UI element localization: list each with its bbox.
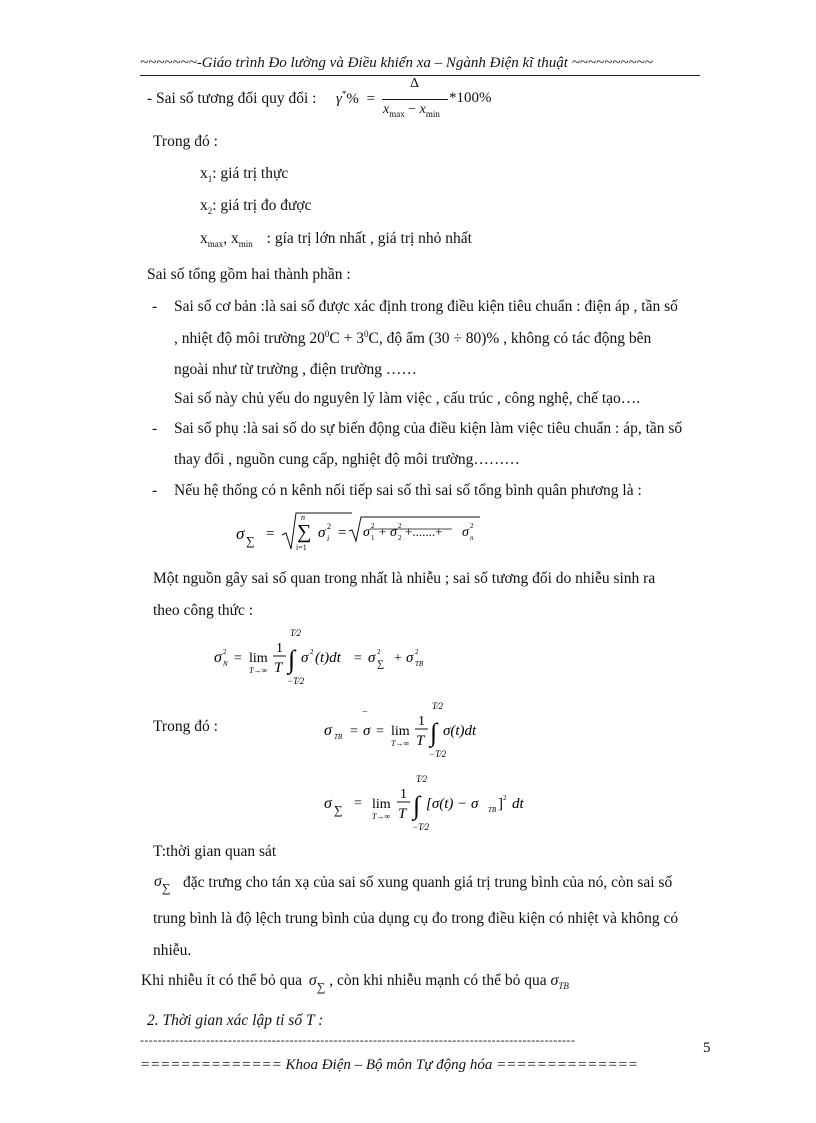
reduced-error-formula: γ*% = — [336, 89, 376, 107]
rms-e3: σ — [462, 525, 469, 540]
noise-lhs-sub: N — [223, 660, 228, 668]
reduced-error-denominator: $x_{max} - x_{min}$ — [383, 102, 440, 119]
reduced-error-numerator: Δ — [410, 76, 420, 91]
rms-sum-bot: i=1 — [296, 543, 307, 552]
tb-eq: = — [350, 724, 358, 739]
rms-e1-sup: 2 — [371, 522, 375, 530]
noise-int-top: T⁄2 — [290, 628, 302, 638]
noise-lim-sub: T→∞ — [249, 666, 268, 675]
noise-para-line-2: theo công thức : — [153, 602, 254, 619]
rms-plus1: + — [379, 524, 387, 539]
formula-noise — [208, 624, 468, 692]
noise-r2: σ — [406, 650, 414, 666]
sigma-para-line-1: đặc trưng cho tán xạ của sai số xung quanh giá trị trung bình của nó, còn sai số — [183, 874, 673, 891]
noise-eq: = — [234, 651, 242, 666]
noise-body-sup: 2 — [310, 648, 314, 656]
noise-arg: (t)dt — [315, 650, 341, 666]
where-label-2: Trong đó : — [153, 718, 218, 735]
tb-bar-sigma: σ — [363, 723, 371, 739]
ss-T: T — [398, 806, 407, 822]
ss-close: ] — [498, 796, 503, 812]
rms-e2-sup: 2 — [398, 522, 402, 530]
noise-body: σ — [301, 650, 309, 666]
bullet-dash-1: - — [152, 298, 158, 315]
bullet-1-line-3: ngoài như từ trường , điện trường …… — [174, 361, 417, 378]
noise-para-line-1: Một nguồn gây sai số quan trong nhất là nhiễu ; sai số tương đối do nhiễu sinh ra — [153, 570, 656, 587]
formula-tb — [320, 695, 510, 763]
tb-lhs: σ — [324, 722, 332, 739]
rms-e1: σ — [363, 525, 370, 540]
ss-lhs: σ — [324, 795, 332, 812]
ss-lim-sub: T→∞ — [372, 812, 391, 821]
ss-eq: = — [354, 796, 362, 811]
section-2-heading: 2. Thời gian xác lập tỉ số T : — [147, 1012, 324, 1029]
rms-e1-sub: 1 — [371, 534, 375, 542]
ss-body-sub: TB — [488, 806, 497, 814]
noise-T: T — [274, 660, 283, 676]
noise-r2-sub: TB — [415, 660, 424, 668]
ss-one: 1 — [400, 787, 407, 802]
sigma-para-line-3: nhiễu. — [153, 942, 192, 959]
def-x2: $x_2$: giá trị đo được — [200, 197, 312, 216]
def-x1: $x_1$: giá trị thực — [200, 165, 289, 184]
where-label-1: Trong đó : — [153, 133, 218, 150]
rms-eq2: = — [338, 525, 347, 541]
bullet-1-line-4: Sai số này chủ yếu do nguyên lý làm việc , cấu trúc , công nghệ, chế tạo…. — [174, 390, 641, 407]
tb-bar: ‾ — [363, 710, 367, 724]
ss-lhs-sub: ∑ — [334, 803, 343, 817]
noise-lhs-sup: 2 — [223, 648, 227, 656]
bullet-1-line-1: Sai số cơ bản :là sai số được xác định trong điều kiện tiêu chuẩn : điện áp , tần số — [174, 298, 678, 315]
tb-eq2: = — [376, 724, 384, 739]
bullet-dash-3: - — [152, 482, 158, 499]
rms-e3-sub: n — [470, 534, 474, 542]
noise-int-bot: −T⁄2 — [287, 676, 305, 686]
bullet-1-line-2: , nhiệt độ môi trường $20^0C + 3^0C$, độ ẩm (30 ÷ 80)% , không có tác động bên — [174, 329, 652, 347]
noise-int: ∫ — [288, 645, 296, 674]
reduced-error-tail: *100% — [449, 90, 492, 106]
total-error-title: Sai số tổng gồm hai thành phần : — [147, 266, 351, 283]
rms-e2-sub: 2 — [398, 534, 402, 542]
obs-time: T:thời gian quan sát — [153, 843, 277, 860]
tb-int-top: T⁄2 — [432, 701, 444, 711]
noise-plus: + — [394, 651, 402, 666]
bullet-2-line-1: Sai số phụ :là sai số do sự biến động của điều kiện làm việc tiêu chuẩn : áp, tần số — [174, 420, 683, 437]
tb-lhs-sub: TB — [334, 733, 343, 741]
rms-term-sup: 2 — [327, 522, 331, 531]
bullet-3-line-1: Nếu hệ thống có n kênh nối tiếp sai số thì sai số tổng bình quân phương là : — [174, 482, 642, 499]
footer-dashes: --------------------------------------------------------------------------------------------------- — [140, 1033, 576, 1047]
tb-one: 1 — [418, 714, 425, 729]
ignore-line: Khi nhiễu ít có thể bỏ qua $\sigma_\sum$ , còn khi nhiễu mạnh có thể bỏ qua $\sigma_{TB}$ — [141, 972, 569, 994]
tb-int-bot: −T⁄2 — [429, 749, 447, 759]
rms-sum-top: n — [301, 513, 305, 522]
ss-body: [σ(t) − σ — [426, 796, 479, 812]
noise-lhs: σ — [214, 649, 222, 666]
ss-int-top: T⁄2 — [416, 774, 428, 784]
rms-e3-sup: 2 — [470, 522, 474, 530]
reduced-error-label: - Sai số tương đối quy đổi : — [147, 90, 317, 107]
fraction-bar — [382, 99, 448, 100]
tb-T: T — [416, 733, 425, 749]
formula-rms — [230, 505, 490, 557]
noise-lim: lim — [249, 651, 268, 666]
rms-lhs: σ — [236, 524, 245, 543]
header-rule — [140, 75, 700, 76]
rms-eq: = — [266, 526, 275, 542]
noise-r1-sup: 2 — [377, 648, 381, 656]
tb-body: σ(t)dt — [443, 723, 477, 739]
sigma-para-line-2: trung bình là độ lệch trung bình của dụng cụ đo trong điều kiện có nhiệt và không có — [153, 910, 679, 927]
ss-dt: dt — [512, 796, 524, 812]
bullet-dash-2: - — [152, 420, 158, 437]
sigma-sum-symbol: $\sigma_\sum$ — [154, 873, 171, 895]
rms-term-sub: i — [327, 534, 330, 543]
tb-lim: lim — [391, 724, 410, 739]
tb-int: ∫ — [430, 718, 438, 747]
def-xmax-xmin: $x_{max}$, $x_{min}$ : gía trị lớn nhất , giá trị nhỏ nhất — [200, 230, 472, 249]
footer-text: ============== Khoa Điện – Bộ môn Tự động hóa ============== — [140, 1057, 638, 1073]
rms-sum-sym: ∑ — [297, 521, 312, 543]
ss-close-sup: 2 — [503, 794, 507, 802]
rms-lhs-sub: ∑ — [246, 534, 255, 548]
noise-r2-sup: 2 — [415, 648, 419, 656]
rms-term: σ — [318, 525, 326, 541]
rms-dots: +.......+ — [405, 524, 443, 539]
noise-one: 1 — [276, 641, 283, 656]
page-number: 5 — [703, 1040, 711, 1056]
noise-r1-sub: ∑ — [377, 659, 385, 670]
rms-e2: σ — [390, 525, 397, 540]
noise-r1: σ — [368, 650, 376, 666]
ss-int: ∫ — [413, 791, 421, 820]
ss-lim: lim — [372, 797, 391, 812]
ss-int-bot: −T⁄2 — [412, 822, 430, 832]
formula-sigma-sum — [318, 770, 538, 836]
bullet-2-line-2: thay đổi , nguồn cung cấp, nghiệt độ môi trường……… — [174, 451, 520, 468]
noise-eq2: = — [354, 651, 362, 666]
running-header: ~~~~~~~-Giáo trình Đo lường và Điều khiển xa – Ngành Điện kĩ thuật ~~~~~~~~~~ — [140, 55, 653, 71]
tb-lim-sub: T→∞ — [391, 739, 410, 748]
